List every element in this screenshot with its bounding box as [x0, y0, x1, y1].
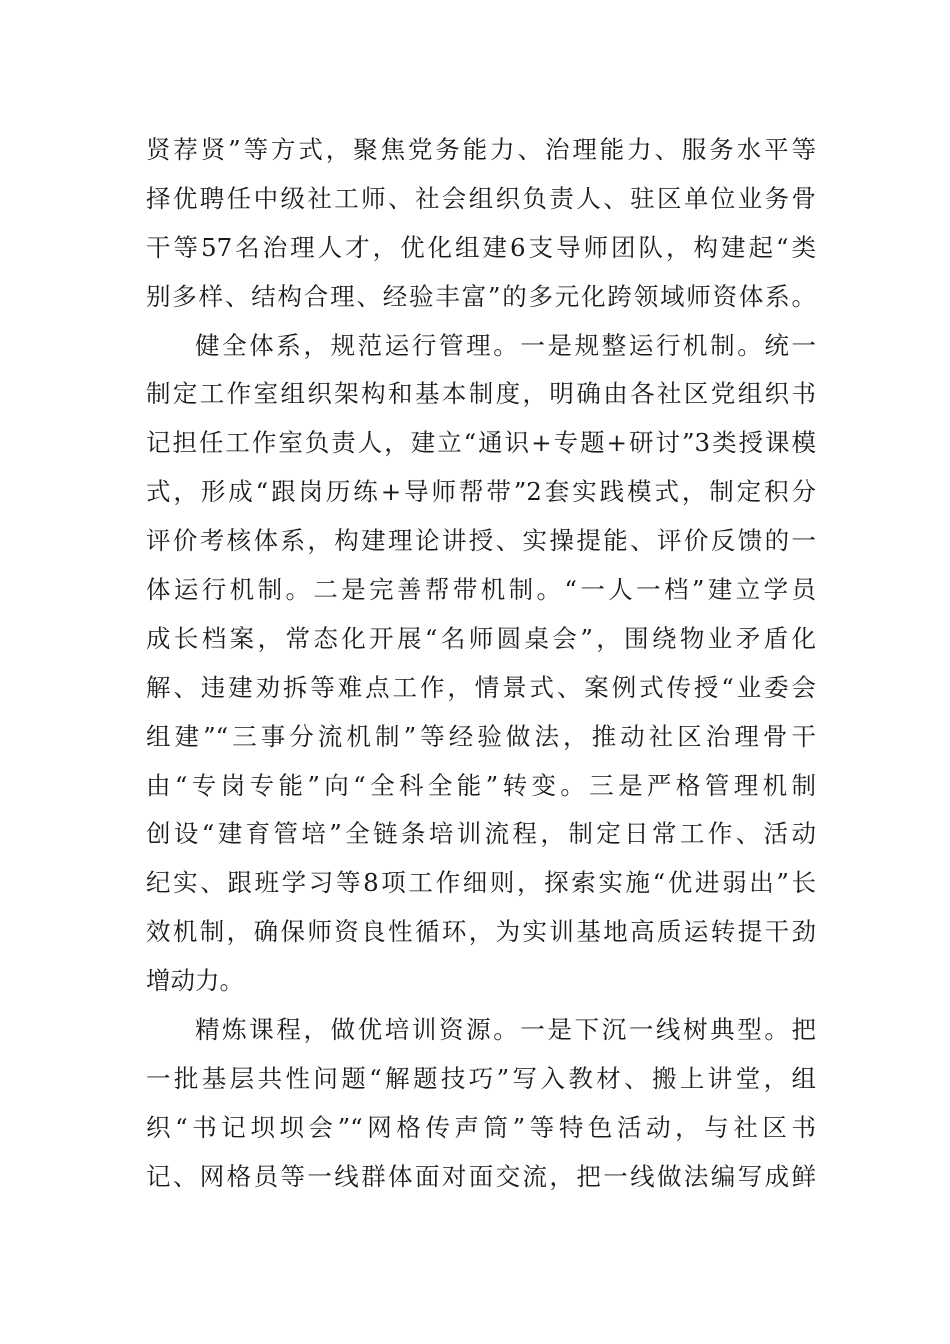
text-line: 效机制，确保师资良性循环，为实训基地高质运转提干劲: [146, 917, 816, 947]
text-line: 织“书记坝坝会”“网格传声筒”等特色活动，与社区书: [146, 1112, 816, 1142]
text-line: 增动力。: [146, 966, 244, 996]
text-line: 干等57名治理人才，优化组建6支导师团队，构建起“类: [146, 232, 816, 262]
text-line: 创设“建育管培”全链条培训流程，制定日常工作、活动: [146, 819, 816, 849]
text-line: 评价考核体系，构建理论讲授、实操提能、评价反馈的一: [146, 526, 816, 556]
text-line: 贤荐贤”等方式，聚焦党务能力、治理能力、服务水平等: [146, 135, 816, 164]
text-line: 纪实、跟班学习等8项工作细则，探索实施“优进弱出”长: [146, 868, 816, 898]
text-line: 别多样、结构合理、经验丰富”的多元化跨领域师资体系。: [146, 281, 816, 311]
text-line: 制定工作室组织架构和基本制度，明确由各社区党组织书: [146, 379, 816, 409]
text-line: 由“专岗专能”向“全科全能”转变。三是严格管理机制: [146, 770, 816, 800]
document-body: [146, 126, 816, 1202]
text-line: 组建”“三事分流机制”等经验做法，推动社区治理骨干: [146, 721, 816, 751]
text-line: 体运行机制。二是完善帮带机制。“一人一档”建立学员: [146, 575, 816, 605]
text-line: 健全体系，规范运行管理。一是规整运行机制。统一: [195, 330, 816, 360]
text-line: 记担任工作室负责人，建立“通识+专题+研讨”3类授课模: [146, 428, 816, 458]
paragraph-1: [146, 126, 816, 322]
text-line: 精炼课程，做优培训资源。一是下沉一线树典型。把: [195, 1015, 816, 1045]
text-line: 择优聘任中级社工师、社会组织负责人、驻区单位业务骨: [146, 183, 816, 213]
paragraph-3: [146, 1006, 816, 1202]
paragraph-2: [146, 322, 816, 1006]
text-line: 成长档案，常态化开展“名师圆桌会”，围绕物业矛盾化: [146, 623, 816, 653]
text-line: 式，形成“跟岗历练+导师帮带”2套实践模式，制定积分: [146, 477, 816, 507]
text-line: 记、网格员等一线群体面对面交流，把一线做法编写成鲜: [146, 1161, 816, 1191]
text-line: 解、违建劝拆等难点工作，情景式、案例式传授“业委会: [146, 672, 816, 702]
text-line: 一批基层共性问题“解题技巧”写入教材、搬上讲堂，组: [146, 1063, 816, 1093]
